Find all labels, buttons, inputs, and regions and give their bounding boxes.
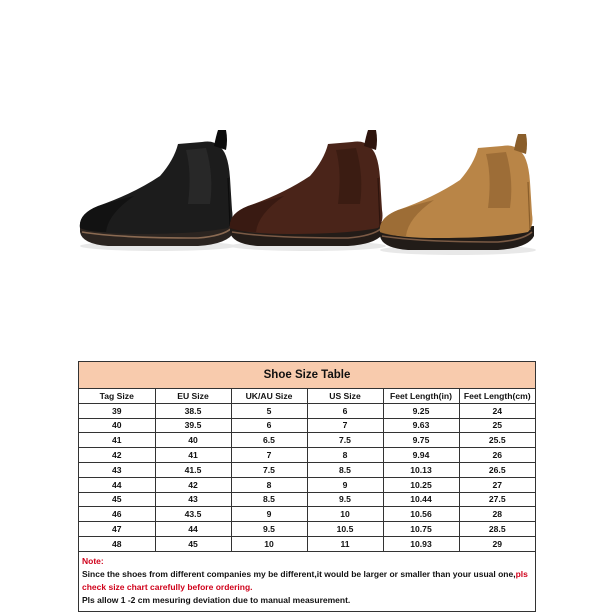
table-cell: 8 bbox=[307, 448, 383, 463]
table-cell: 6.5 bbox=[231, 433, 307, 448]
table-cell: 10.44 bbox=[383, 492, 459, 507]
table-cell: 45 bbox=[155, 536, 231, 551]
table-row bbox=[79, 492, 535, 507]
table-cell: 42 bbox=[155, 477, 231, 492]
table-cell: 38.5 bbox=[155, 403, 231, 418]
table-cell: 10.5 bbox=[307, 522, 383, 537]
table-cell: 6 bbox=[231, 418, 307, 433]
table-cell: 7 bbox=[307, 418, 383, 433]
note-box bbox=[79, 552, 535, 611]
note-title: Note: bbox=[82, 555, 104, 566]
table-cell: 9.25 bbox=[383, 403, 459, 418]
table-cell: 10.13 bbox=[383, 462, 459, 477]
column-header: Feet Length(in) bbox=[383, 389, 459, 403]
table-cell: 9.5 bbox=[231, 522, 307, 537]
column-header: Feet Length(cm) bbox=[459, 389, 535, 403]
table-cell: 10.75 bbox=[383, 522, 459, 537]
column-header: UK/AU Size bbox=[231, 389, 307, 403]
table-row bbox=[79, 522, 535, 537]
table-cell: 9 bbox=[231, 507, 307, 522]
table-row bbox=[79, 403, 535, 418]
chelsea-boot-black bbox=[80, 130, 236, 251]
table-cell: 41 bbox=[155, 448, 231, 463]
table-cell: 43 bbox=[155, 492, 231, 507]
column-header: Tag Size bbox=[79, 389, 155, 403]
size-table bbox=[79, 389, 535, 552]
note-line-3: Pls allow 1 -2 cm mesuring deviation due to manual measurement. bbox=[82, 594, 351, 605]
size-chart bbox=[78, 361, 536, 612]
table-cell: 25 bbox=[459, 418, 535, 433]
table-cell: 26 bbox=[459, 448, 535, 463]
size-table-title: Shoe Size Table bbox=[79, 362, 535, 389]
table-cell: 43.5 bbox=[155, 507, 231, 522]
table-row bbox=[79, 536, 535, 551]
table-cell: 41 bbox=[79, 433, 155, 448]
table-cell: 47 bbox=[79, 522, 155, 537]
table-cell: 9.63 bbox=[383, 418, 459, 433]
table-cell: 10.93 bbox=[383, 536, 459, 551]
table-cell: 10.56 bbox=[383, 507, 459, 522]
table-cell: 9 bbox=[307, 477, 383, 492]
table-cell: 9.75 bbox=[383, 433, 459, 448]
table-row bbox=[79, 462, 535, 477]
note-line-1-highlight: pls bbox=[515, 568, 528, 579]
table-cell: 48 bbox=[79, 536, 155, 551]
column-header: EU Size bbox=[155, 389, 231, 403]
table-cell: 40 bbox=[79, 418, 155, 433]
table-cell: 10 bbox=[307, 507, 383, 522]
table-row bbox=[79, 477, 535, 492]
table-row bbox=[79, 507, 535, 522]
table-cell: 26.5 bbox=[459, 462, 535, 477]
table-cell: 5 bbox=[231, 403, 307, 418]
table-cell: 8 bbox=[231, 477, 307, 492]
table-cell: 46 bbox=[79, 507, 155, 522]
table-cell: 44 bbox=[79, 477, 155, 492]
size-table-header-row bbox=[79, 389, 535, 403]
table-cell: 7.5 bbox=[307, 433, 383, 448]
table-cell: 43 bbox=[79, 462, 155, 477]
table-cell: 25.5 bbox=[459, 433, 535, 448]
table-cell: 6 bbox=[307, 403, 383, 418]
note-line-1-text: Since the shoes from different companies my be different,it would be larger or smaller than your usual one, bbox=[82, 568, 516, 579]
chelsea-boot-brown bbox=[230, 130, 386, 251]
column-header: US Size bbox=[307, 389, 383, 403]
table-cell: 40 bbox=[155, 433, 231, 448]
table-cell: 39.5 bbox=[155, 418, 231, 433]
table-cell: 8.5 bbox=[231, 492, 307, 507]
table-cell: 7.5 bbox=[231, 462, 307, 477]
table-cell: 29 bbox=[459, 536, 535, 551]
table-cell: 11 bbox=[307, 536, 383, 551]
table-cell: 9.94 bbox=[383, 448, 459, 463]
table-cell: 41.5 bbox=[155, 462, 231, 477]
table-cell: 7 bbox=[231, 448, 307, 463]
table-cell: 28.5 bbox=[459, 522, 535, 537]
table-cell: 28 bbox=[459, 507, 535, 522]
table-cell: 27.5 bbox=[459, 492, 535, 507]
table-row bbox=[79, 418, 535, 433]
table-cell: 44 bbox=[155, 522, 231, 537]
table-cell: 42 bbox=[79, 448, 155, 463]
table-cell: 24 bbox=[459, 403, 535, 418]
size-table-body bbox=[79, 403, 535, 551]
chelsea-boot-tan bbox=[380, 134, 536, 255]
table-cell: 45 bbox=[79, 492, 155, 507]
table-cell: 10 bbox=[231, 536, 307, 551]
table-cell: 10.25 bbox=[383, 477, 459, 492]
table-cell: 27 bbox=[459, 477, 535, 492]
note-line-2: check size chart carefully before ordering. bbox=[82, 581, 253, 592]
table-row bbox=[79, 433, 535, 448]
note-line-1 bbox=[82, 568, 532, 581]
table-row bbox=[79, 448, 535, 463]
table-cell: 39 bbox=[79, 403, 155, 418]
table-cell: 9.5 bbox=[307, 492, 383, 507]
table-cell: 8.5 bbox=[307, 462, 383, 477]
